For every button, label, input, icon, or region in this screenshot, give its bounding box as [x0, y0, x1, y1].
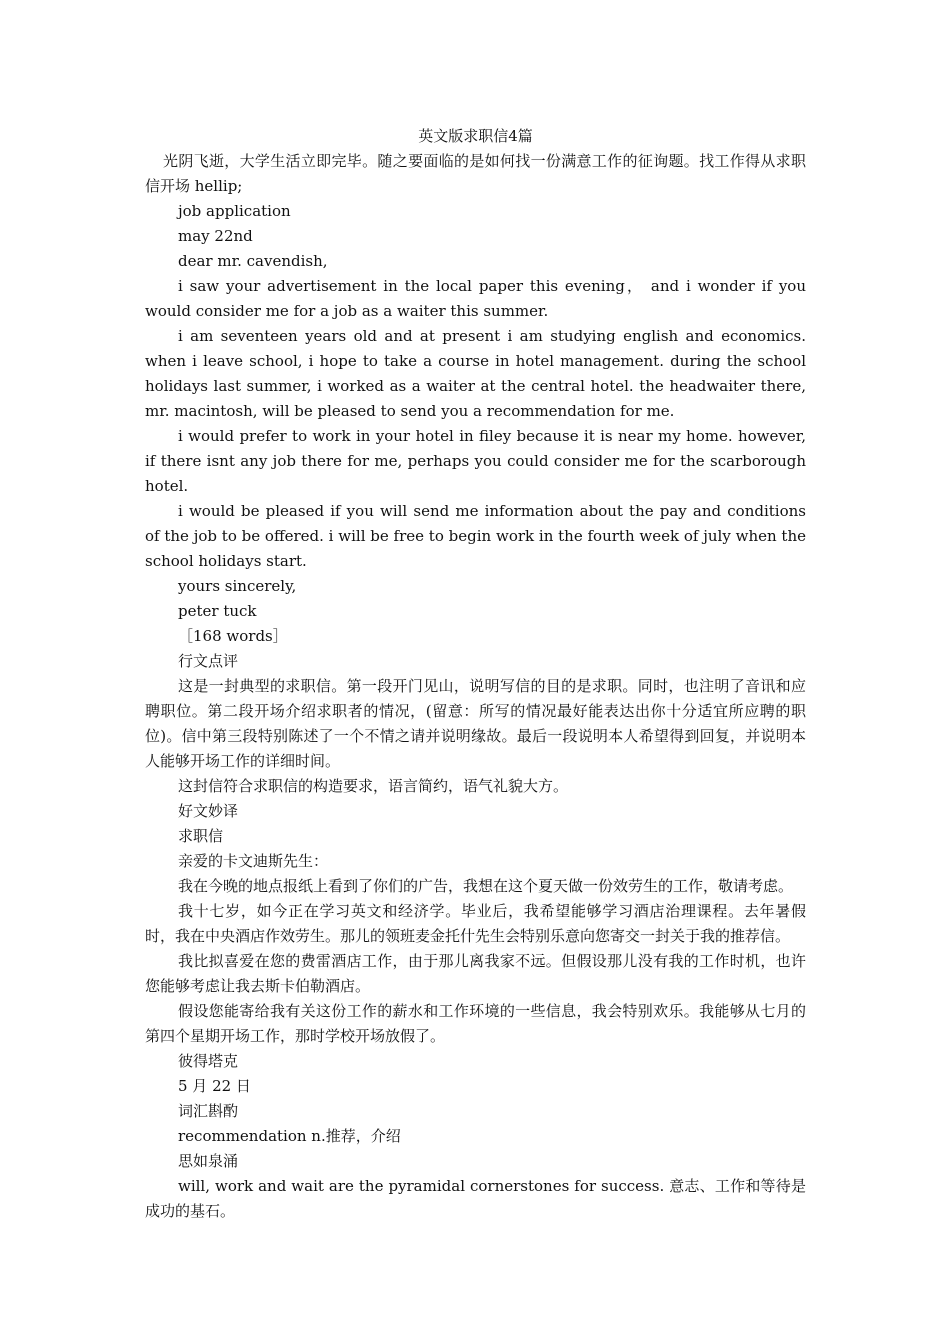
quote-paragraph: will, work and wait are the pyramidal cornerstones for success. 意志、工作和等待是成功的基石。 [145, 1177, 806, 1220]
translation-date: 5 月 22 日 [178, 1077, 251, 1095]
commentary-paragraph: 这封信符合求职信的构造要求，语言简约，语气礼貌大方。 [178, 777, 569, 795]
letter-signature: peter tuck [178, 602, 257, 620]
section-heading: 行文点评 [178, 652, 239, 670]
translation-paragraph: 我比拟喜爱在您的费雷酒店工作，由于那儿离我家不远。但假设那儿没有我的工作时机，也许您能够考虑让我去斯卡伯勒酒店。 [145, 952, 806, 995]
letter-paragraph: i would be pleased if you will send me information about the pay and conditions of the job to be offered. i will be free to begin work in the fourth week of july when the school holidays start. [145, 502, 806, 570]
word-count: ［168 words］ [178, 627, 288, 645]
section-heading: 词汇斟酌 [178, 1102, 239, 1120]
letter-heading: job application [178, 202, 291, 220]
letter-date: may 22nd [178, 227, 253, 245]
document-page [145, 124, 806, 1224]
translation-signature: 彼得塔克 [178, 1052, 239, 1070]
letter-paragraph: i would prefer to work in your hotel in filey because it is near my home. however, if there isnt any job there for me, perhaps you could consider me for the scarborough hotel. [145, 427, 806, 495]
translation-title: 求职信 [178, 827, 224, 845]
commentary-paragraph: 这是一封典型的求职信。第一段开门见山，说明写信的目的是求职。同时，也注明了音讯和应聘职位。第二段开场介绍求职者的情况，(留意：所写的情况最好能表达出你十分适宜所应聘的职位)。信中第三段特别陈述了一个不情之请并说明缘故。最后一段说明本人希望得到回复，并说明本人能够开场工作的详细时间。 [145, 677, 806, 770]
translation-paragraph: 我在今晚的地点报纸上看到了你们的广告，我想在这个夏天做一份效劳生的工作，敬请考虑。 [178, 877, 794, 895]
translation-salutation: 亲爱的卡文迪斯先生： [178, 852, 329, 870]
letter-salutation: dear mr. cavendish, [178, 252, 328, 270]
vocabulary-entry: recommendation n.推荐，介绍 [178, 1127, 401, 1145]
letter-closing: yours sincerely, [178, 577, 297, 595]
translation-paragraph: 我十七岁，如今正在学习英文和经济学。毕业后，我希望能够学习酒店治理课程。去年暑假时，我在中央酒店作效劳生。那儿的领班麦金托什先生会特别乐意向您寄交一封关于我的推荐信。 [145, 902, 806, 945]
section-heading: 好文妙译 [178, 802, 239, 820]
letter-paragraph: i am seventeen years old and at present i am studying english and economics. when i leave school, i hope to take a course in hotel management. during the school holidays last summer, i worked as a waiter at the central hotel. the headwaiter there, mr. macintosh, will be pleased to send you a recommendation for me. [145, 327, 806, 420]
letter-paragraph: i saw your advertisement in the local paper this evening， and i wonder if you would consider me for a job as a waiter this summer. [145, 277, 806, 320]
intro-paragraph: 光阴飞逝，大学生活立即完毕。随之要面临的是如何找一份满意工作的征询题。找工作得从求职信开场 hellip; [145, 152, 806, 195]
document-title: 英文版求职信4篇 [418, 127, 533, 145]
translation-paragraph: 假设您能寄给我有关这份工作的薪水和工作环境的一些信息，我会特别欢乐。我能够从七月的第四个星期开场工作，那时学校开场放假了。 [145, 1002, 806, 1045]
section-heading: 思如泉涌 [178, 1152, 239, 1170]
